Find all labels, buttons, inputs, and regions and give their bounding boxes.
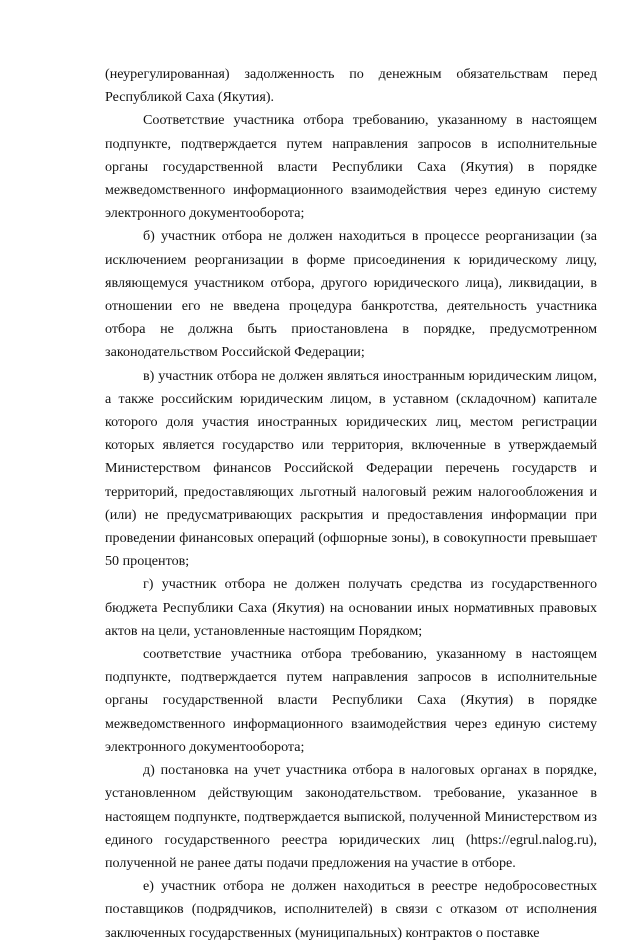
document-body [105, 63, 597, 945]
paragraph-item-e: е) участник отбора не должен находиться в реестре недобросовестных поставщиков (подрядчиков, исполнителей) в связи с отказом от исполнения заключенных государственных (муниципальных) контрактов о поставке [105, 878, 597, 941]
paragraph-item-g: г) участник отбора не должен получать средства из государственного бюджета Республики Саха (Якутия) на основании иных нормативных правовых актов на цели, установленные настоящим Порядком; [105, 576, 597, 639]
paragraph-item-v: в) участник отбора не должен являться иностранным юридическим лицом, а также российским юридическим лицом, в уставном (складочном) капитале которого доля участия иностранных юридических лиц, местом регистрации которых является государство или территория, включенные в утверждаемый Министерством финансов Российской Федерации перечень государств и территорий, предоставляющих льготный налоговый режим налогообложения и (или) не предусматривающих раскрытия и предоставления информации при проведении финансовых операций (офшорные зоны), в совокупности превышает 50 процентов; [105, 367, 597, 570]
paragraph-item-d: д) постановка на учет участника отбора в налоговых органах в порядке, установленном действующим законодательством. требование, указанное в настоящем подпункте, подтверждается выпиской, полученной Министерством из единого государственного реестра юридических лиц (https://egrul.nalog.ru), полученной не ранее даты подачи предложения на участие в отборе. [105, 762, 597, 871]
paragraph-debt-continuation: (неурегулированная) задолженность по денежным обязательствам перед Республикой Саха (Якутия). [105, 66, 597, 106]
paragraph-item-b: б) участник отбора не должен находиться в процессе реорганизации (за исключением реорганизации в форме присоединения к юридическому лицу, являющемуся участником отбора, другого юридического лица), ликвидации, в отношении его не введена процедура банкротства, деятельность участника отбора не должна быть приостановлена в порядке, предусмотренном законодательством Российской Федерации; [105, 228, 597, 361]
paragraph-compliance-check-1: Соответствие участника отбора требованию, указанному в настоящем подпункте, подтверждается путем направления запросов в исполнительные органы государственной власти Республики Саха (Якутия) в порядке межведомственного информационного взаимодействия через единую систему электронного документооборота; [105, 112, 597, 222]
paragraph-compliance-check-2: соответствие участника отбора требованию, указанному в настоящем подпункте, подтверждается путем направления запросов в исполнительные органы государственной власти Республики Саха (Якутия) в порядке межведомственного информационного взаимодействия через единую систему электронного документооборота; [105, 646, 597, 755]
